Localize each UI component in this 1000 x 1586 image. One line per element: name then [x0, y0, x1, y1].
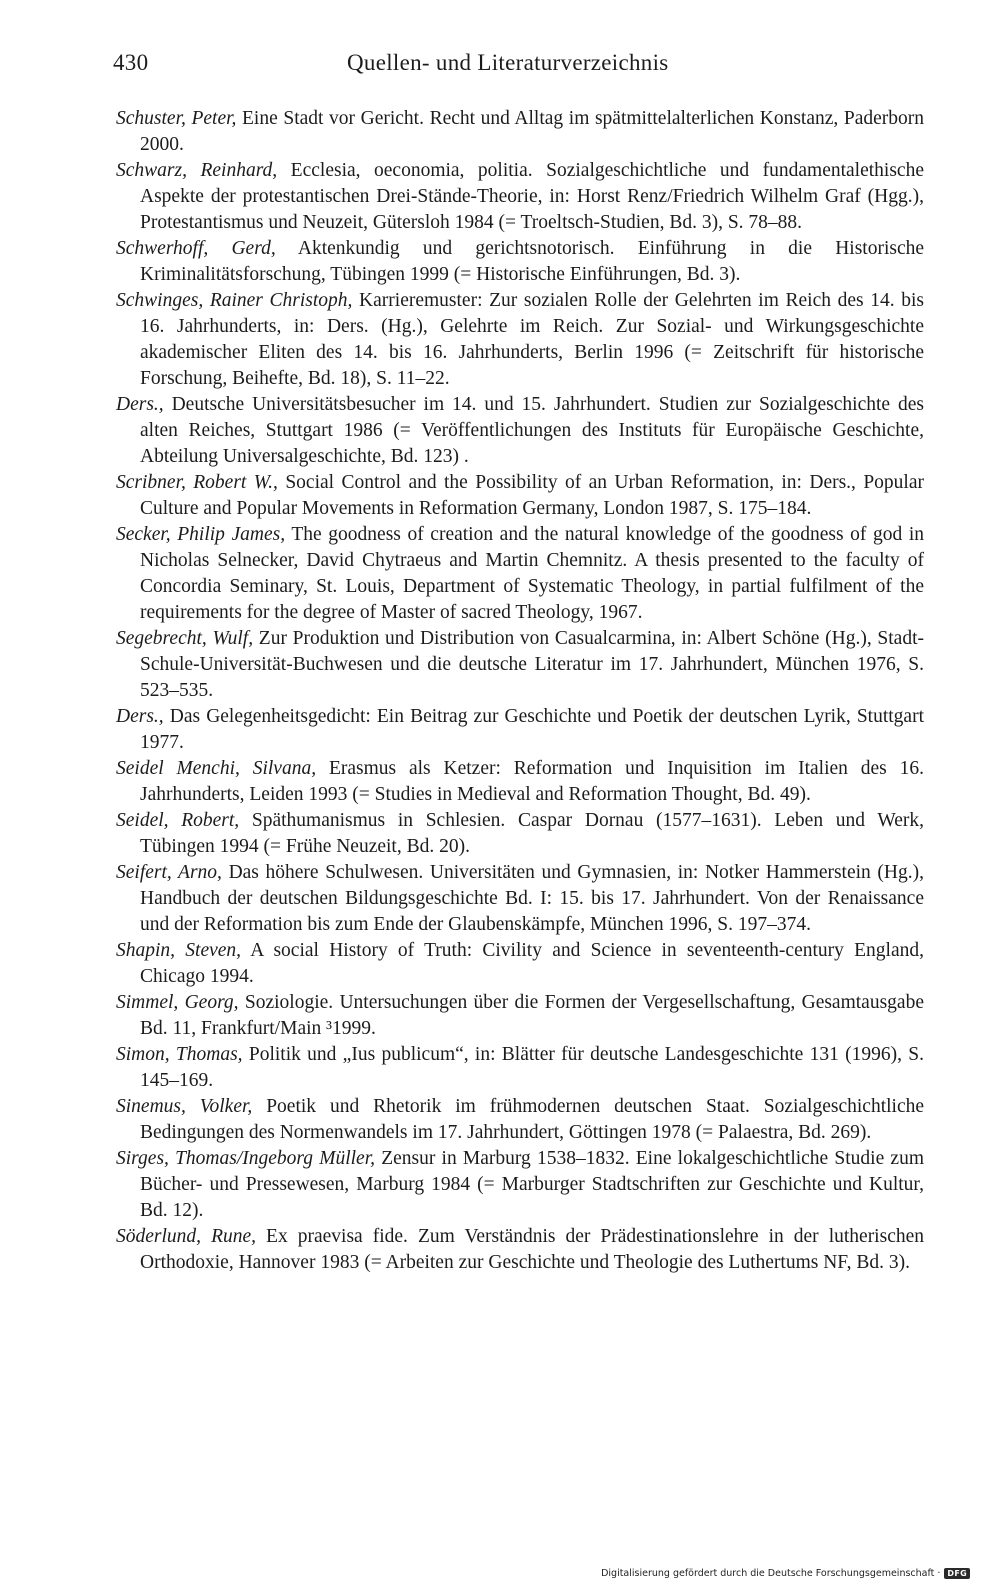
entry-author: Scribner, Robert W., — [116, 472, 278, 493]
bibliography-entry — [116, 158, 924, 236]
bibliography-entry — [116, 106, 924, 158]
entry-text: Ecclesia, oeconomia, politia. Sozialgeschichtliche und fundamentalethische Aspekte der protestantischen Drei-Stände-Theorie, in: Horst Renz/Friedrich Wilhelm Graf (Hgg.), Protestantismus und Neuzeit, Gütersloh 1984 (= Troeltsch-Studien, Bd. 3), S. 78–88. — [140, 160, 924, 233]
entry-author: Ders., — [116, 706, 164, 727]
entry-author: Seifert, Arno, — [116, 862, 222, 883]
entry-author: Shapin, Steven, — [116, 940, 242, 961]
bibliography-entry — [116, 756, 924, 808]
bibliography-entry — [116, 288, 924, 392]
entry-text: Zur Produktion und Distribution von Casualcarmina, in: Albert Schöne (Hg.), Stadt-Schule-Universität-Buchwesen und die deutsche Literatur im 17. Jahrhundert, München 1976, S. 523–535. — [140, 628, 924, 701]
entry-text: Das höhere Schulwesen. Universitäten und Gymnasien, in: Notker Hammerstein (Hg.), Handbuch der deutschen Bildungsgeschichte Bd. I: 15. bis 17. Jahrhundert. Von der Renaissance und der Reformation bis zum Ende der Glaubenskämpfe, München 1996, S. 197–374. — [140, 862, 924, 935]
digitization-footer — [601, 1568, 970, 1579]
page-number: 430 — [113, 50, 149, 75]
entry-author: Schwarz, Reinhard, — [116, 160, 278, 181]
entry-text: A social History of Truth: Civility and Science in seventeenth-century England, Chicago 1994. — [140, 940, 924, 987]
bibliography-entry — [116, 236, 924, 288]
bibliography-list — [116, 106, 924, 1276]
bibliography-entry — [116, 808, 924, 860]
entry-text: Deutsche Universitätsbesucher im 14. und 15. Jahrhundert. Studien zur Sozialgeschichte des alten Reiches, Stuttgart 1986 (= Veröffentlichungen des Instituts für Europäische Geschichte, Abteilung Universalgeschichte, Bd. 123) . — [140, 394, 924, 467]
entry-text: Eine Stadt vor Gericht. Recht und Alltag im spätmittelalterlichen Konstanz, Paderborn 2000. — [140, 108, 925, 155]
bibliography-entry — [116, 938, 924, 990]
footer-text: Digitalisierung gefördert durch die Deutsche Forschungsgemeinschaft · — [601, 1568, 941, 1579]
bibliography-entry — [116, 1042, 924, 1094]
dfg-logo: DFG — [944, 1568, 970, 1579]
entry-author: Sinemus, Volker, — [116, 1096, 253, 1117]
entry-author: Schwerhoff, Gerd, — [116, 238, 276, 259]
entry-text: Social Control and the Possibility of an Urban Reformation, in: Ders., Popular Culture and Popular Movements in Reformation Germany, London 1987, S. 175–184. — [140, 472, 924, 519]
entry-author: Sirges, Thomas/Ingeborg Müller, — [116, 1148, 376, 1169]
entry-text: Karrieremuster: Zur sozialen Rolle der Gelehrten im Reich des 14. bis 16. Jahrhunderts, in: Ders. (Hg.), Gelehrte im Reich. Zur Sozial- und Wirkungsgeschichte akademischer Eliten des 14. bis 16. Jahrhunderts, Berlin 1996 (= Zeitschrift für historische Forschung, Beihefte, Bd. 18), S. 11–22. — [140, 290, 924, 389]
entry-author: Seidel, Robert, — [116, 810, 240, 831]
entry-text: Politik und „Ius publicum“, in: Blätter für deutsche Landesgeschichte 131 (1996), S. 145–169. — [140, 1044, 924, 1091]
entry-text: Ex praevisa fide. Zum Verständnis der Prädestinationslehre in der lutherischen Orthodoxie, Hannover 1983 (= Arbeiten zur Geschichte und Theologie des Luthertums NF, Bd. 3). — [140, 1226, 924, 1273]
page-header — [0, 0, 1000, 90]
bibliography-entry — [116, 860, 924, 938]
entry-author: Ders., — [116, 394, 164, 415]
entry-author: Simon, Thomas, — [116, 1044, 243, 1065]
entry-text: Das Gelegenheitsgedicht: Ein Beitrag zur Geschichte und Poetik der deutschen Lyrik, Stuttgart 1977. — [140, 706, 924, 753]
entry-author: Segebrecht, Wulf, — [116, 628, 254, 649]
bibliography-entry — [116, 522, 924, 626]
bibliography-entry — [116, 1146, 924, 1224]
entry-text: Soziologie. Untersuchungen über die Formen der Vergesellschaftung, Gesamtausgabe Bd. 11, Frankfurt/Main ³1999. — [140, 992, 924, 1039]
bibliography-entry — [116, 392, 924, 470]
bibliography-entry — [116, 1094, 924, 1146]
entry-author: Simmel, Georg, — [116, 992, 239, 1013]
bibliography-entry — [116, 1224, 924, 1276]
entry-author: Secker, Philip James, — [116, 524, 286, 545]
entry-text: Poetik und Rhetorik im frühmodernen deutschen Staat. Sozialgeschichtliche Bedingungen des Normenwandels im 17. Jahrhundert, Göttingen 1978 (= Palaestra, Bd. 269). — [140, 1096, 925, 1143]
bibliography-entry — [116, 704, 924, 756]
entry-text: The goodness of creation and the natural knowledge of the goodness of god in Nicholas Selnecker, David Chytraeus and Martin Chemnitz. A thesis presented to the faculty of Concordia Seminary, St. Louis, Department of Systematic Theology, in partial fulfilment of the requirements for the degree of Master of sacred Theology, 1967. — [140, 524, 924, 623]
entry-text: Späthumanismus in Schlesien. Caspar Dornau (1577–1631). Leben und Werk, Tübingen 1994 (= Frühe Neuzeit, Bd. 20). — [140, 810, 924, 857]
entry-author: Schwinges, Rainer Christoph, — [116, 290, 353, 311]
bibliography-entry — [116, 990, 924, 1042]
bibliography-entry — [116, 626, 924, 704]
entry-text: Zensur in Marburg 1538–1832. Eine lokalgeschichtliche Studie zum Bücher- und Pressewesen, Marburg 1984 (= Marburger Stadtschriften zur Geschichte und Kultur, Bd. 12). — [140, 1148, 924, 1221]
bibliography-entry — [116, 470, 924, 522]
entry-author: Seidel Menchi, Silvana, — [116, 758, 317, 779]
running-head: Quellen- und Literaturverzeichnis — [347, 50, 669, 75]
entry-text: Aktenkundig und gerichtsnotorisch. Einführung in die Historische Kriminalitätsforschung, Tübingen 1999 (= Historische Einführungen, Bd. 3). — [140, 238, 925, 285]
entry-author: Schuster, Peter, — [116, 108, 237, 129]
entry-text: Erasmus als Ketzer: Reformation und Inquisition im Italien des 16. Jahrhunderts, Leiden 1993 (= Studies in Medieval and Reformation Thought, Bd. 49). — [140, 758, 925, 805]
entry-author: Söderlund, Rune, — [116, 1226, 257, 1247]
